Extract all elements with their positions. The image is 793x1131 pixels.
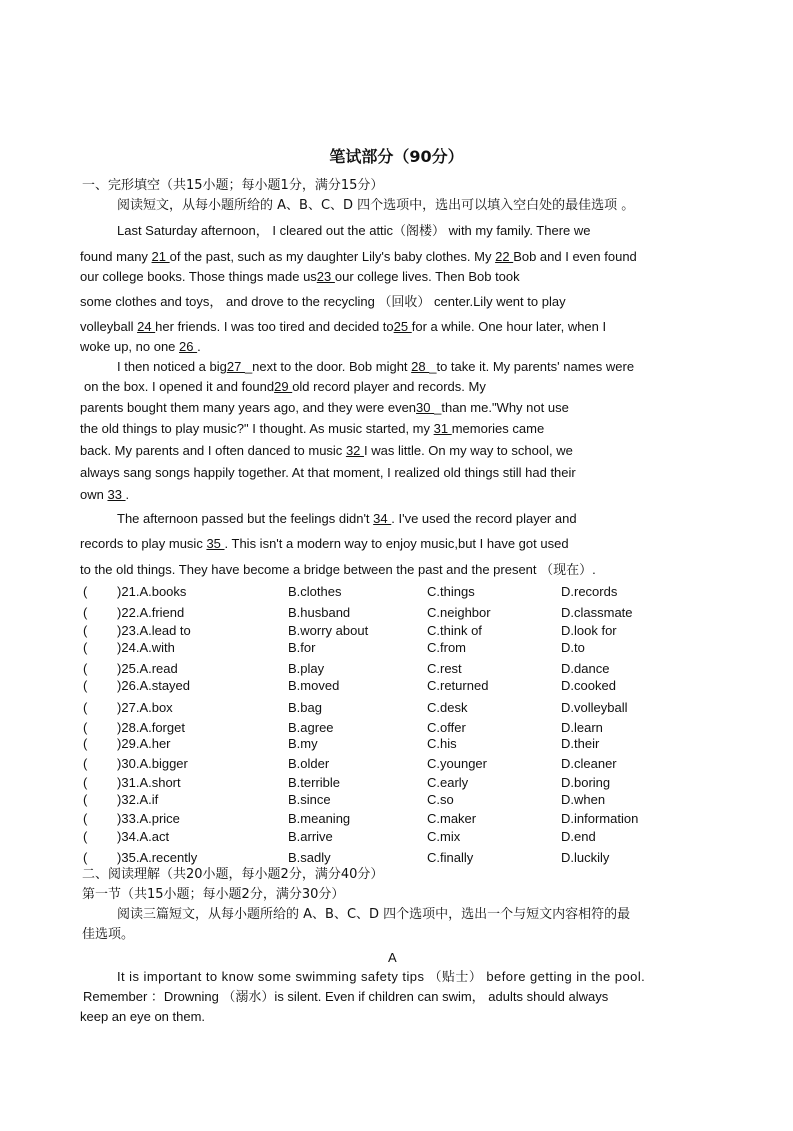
passage-line — [80, 442, 573, 459]
option-b: B.moved — [288, 678, 340, 693]
section2-instruction-cont: 佳选项。 — [82, 927, 135, 942]
answer-blank: ( — [83, 605, 88, 620]
option-d: D.boring — [561, 775, 611, 790]
option-c: C.neighbor — [427, 605, 491, 620]
option-b: B.husband — [288, 605, 351, 620]
option-a: A.books — [139, 584, 187, 599]
passage-text: of the past, such as my daughter Lily's baby clothes. My — [169, 249, 496, 264]
option-a: A.stayed — [139, 678, 191, 693]
option-b: B.my — [288, 736, 318, 751]
option-c: C.from — [427, 640, 466, 655]
option-b: B.meaning — [288, 811, 351, 826]
passage-line — [80, 268, 520, 285]
answer-blank: ( — [83, 700, 88, 715]
passage-text: . I've used the record player and — [391, 511, 577, 526]
question-number: )34.A.act — [117, 829, 170, 844]
passage-a-line: Remember ：Drowning （溺水）is silent. Even if children can swim， adults should always — [83, 989, 609, 1004]
passage-text: Bob and I even found — [513, 249, 637, 264]
option-d: D.classmate — [561, 605, 633, 620]
option-a: A.short — [139, 775, 181, 790]
question-number: )24.A.with — [117, 640, 175, 655]
blank: 30 — [416, 400, 435, 415]
blank: 26 — [179, 339, 198, 354]
option-a: A.recently — [139, 850, 198, 865]
option-d: D.dance — [561, 661, 610, 676]
passage-text: I then noticed a big — [117, 359, 227, 374]
option-c: C.returned — [427, 678, 489, 693]
passage-line — [80, 318, 606, 335]
blank: 31 — [433, 421, 452, 436]
option-d: D.their — [561, 736, 600, 751]
option-d: D.information — [561, 811, 639, 826]
option-b: B.older — [288, 756, 330, 771]
passage-text: records to play music — [80, 536, 207, 551]
question-number: )29.A.her — [117, 736, 171, 751]
blank: 33 — [107, 487, 126, 502]
passage-line — [80, 293, 566, 310]
passage-a-line: It is important to know some swimming safety tips （贴士） before getting in the pool. — [117, 969, 646, 984]
option-c: C.his — [427, 736, 457, 751]
blank: 24 — [137, 319, 156, 334]
answer-blank: ( — [83, 756, 88, 771]
blank: 35 — [206, 536, 225, 551]
option-c: C.so — [427, 792, 454, 807]
option-c: C.rest — [427, 661, 462, 676]
option-b: B.sadly — [288, 850, 331, 865]
question-number: )28.A.forget — [117, 720, 185, 735]
passage-text: some clothes and toys， and drove to the recycling （回收） center.Lily went to play — [80, 294, 566, 309]
blank: 22 — [495, 249, 514, 264]
passage-text: I was little. On my way to school, we — [364, 443, 573, 458]
passage-text: our college lives. Then Bob took — [334, 269, 520, 284]
blank: 21 — [151, 249, 170, 264]
answer-blank: ( — [83, 775, 88, 790]
section1-heading: 一、完形填空（共15小题；每小题1分，满分15分） — [82, 178, 384, 193]
passage-line — [117, 222, 591, 239]
passage-text: parents bought them many years ago, and they were even — [80, 400, 417, 415]
passage-line — [80, 486, 129, 503]
section2-subheading: 第一节（共15小题；每小题2分，满分30分） — [82, 887, 345, 902]
section2-heading: 二、阅读理解（共20小题，每小题2分，满分40分） — [82, 867, 384, 882]
answer-blank: ( — [83, 640, 88, 655]
section1-instruction: 阅读短文，从每小题所给的 A、B、C、D 四个选项中，选出可以填入空白处的最佳选项 。 — [117, 198, 635, 213]
answer-blank: ( — [83, 736, 88, 751]
answer-blank: ( — [83, 850, 88, 865]
option-c: C.maker — [427, 811, 477, 826]
passage-a-line: keep an eye on them. — [80, 1009, 206, 1024]
question-number: )25.A.read — [117, 661, 178, 676]
option-b: B.worry about — [288, 623, 369, 638]
question-number: )35.A.recently — [117, 850, 198, 865]
option-a: A.forget — [139, 720, 185, 735]
option-c: C.offer — [427, 720, 466, 735]
blank: 27 — [226, 359, 245, 374]
question-number: )27.A.box — [117, 700, 173, 715]
option-d: D.records — [561, 584, 618, 599]
question-number: )23.A.lead to — [117, 623, 191, 638]
option-a: A.act — [139, 829, 170, 844]
option-a: A.lead to — [139, 623, 191, 638]
option-d: D.learn — [561, 720, 603, 735]
passage-text: back. My parents and I often danced to music — [80, 443, 346, 458]
option-b: B.for — [288, 640, 316, 655]
passage-text: for a while. One hour later, when I — [411, 319, 607, 334]
question-number: )30.A.bigger — [117, 756, 188, 771]
blank: 23 — [316, 269, 335, 284]
option-b: B.play — [288, 661, 325, 676]
option-a: A.box — [139, 700, 173, 715]
passage-text: her friends. I was too tired and decided to — [155, 319, 394, 334]
passage-text: The afternoon passed but the feelings didn't — [117, 511, 374, 526]
passage-line — [80, 420, 544, 437]
blank: 29 — [274, 379, 293, 394]
option-b: B.clothes — [288, 584, 342, 599]
blank: 34 — [373, 511, 392, 526]
passage-text: Last Saturday afternoon， I cleared out the attic（阁楼） with my family. There we — [117, 223, 591, 238]
answer-blank: ( — [83, 792, 88, 807]
option-d: D.cooked — [561, 678, 616, 693]
passage-line — [84, 378, 486, 395]
passage-line — [80, 248, 637, 265]
question-number: )21.A.books — [117, 584, 187, 599]
answer-blank: ( — [83, 678, 88, 693]
option-a: A.bigger — [139, 756, 188, 771]
page-title: 笔试部分（90分） — [329, 147, 464, 166]
option-b: B.bag — [288, 700, 322, 715]
passage-text: on the box. I opened it and found — [84, 379, 275, 394]
option-a: A.price — [139, 811, 180, 826]
option-b: B.arrive — [288, 829, 333, 844]
option-a: A.friend — [139, 605, 185, 620]
answer-blank: ( — [83, 584, 88, 599]
passage-line — [80, 338, 201, 355]
passage-text: our college books. Those things made us — [80, 269, 317, 284]
passage-text: old record player and records. My — [292, 379, 486, 394]
option-c: C.younger — [427, 756, 487, 771]
option-a: A.if — [139, 792, 159, 807]
question-number: )32.A.if — [117, 792, 159, 807]
option-b: B.terrible — [288, 775, 341, 790]
answer-blank: ( — [83, 623, 88, 638]
passage-text: _to take it. My parents' names were — [429, 359, 635, 374]
option-c: C.think of — [427, 623, 482, 638]
passage-text: . — [197, 339, 201, 354]
passage-text: memories came — [451, 421, 545, 436]
option-d: D.luckily — [561, 850, 610, 865]
option-c: C.finally — [427, 850, 474, 865]
question-number: )33.A.price — [117, 811, 180, 826]
option-a: A.read — [139, 661, 178, 676]
option-a: A.with — [139, 640, 175, 655]
passage-text: woke up, no one — [80, 339, 180, 354]
answer-blank: ( — [83, 720, 88, 735]
passage-line — [80, 464, 576, 481]
passage-line — [117, 510, 577, 527]
passage-text: volleyball — [80, 319, 138, 334]
question-number: )31.A.short — [117, 775, 181, 790]
option-b: B.since — [288, 792, 331, 807]
question-number: )22.A.friend — [117, 605, 185, 620]
blank: 25 — [393, 319, 412, 334]
answer-blank: ( — [83, 661, 88, 676]
passage-line — [80, 399, 569, 416]
passage-text: . — [125, 487, 130, 502]
passage-text: found many — [80, 249, 152, 264]
blank: 32 — [345, 443, 365, 458]
passage-line — [80, 561, 596, 578]
passage-text: own — [80, 487, 108, 502]
option-a: A.her — [139, 736, 171, 751]
passage-text: always sang songs happily together. At that moment, I realized old things still had their — [80, 465, 576, 480]
passage-text: to the old things. They have become a bridge between the past and the present （现在）. — [80, 562, 596, 577]
passage-text: the old things to play music?" I thought. As music started, my — [80, 421, 434, 436]
section2-instruction: 阅读三篇短文，从每小题所给的 A、B、C、D 四个选项中，选出一个与短文内容相符的最 — [117, 907, 631, 922]
passage-text: _than me."Why not use — [434, 400, 569, 415]
passage-a-label: A — [388, 950, 397, 965]
option-c: C.mix — [427, 829, 461, 844]
option-d: D.end — [561, 829, 596, 844]
answer-blank: ( — [83, 829, 88, 844]
blank: 28 — [411, 359, 430, 374]
option-c: C.early — [427, 775, 469, 790]
option-d: D.to — [561, 640, 585, 655]
option-d: D.cleaner — [561, 756, 617, 771]
option-c: C.things — [427, 584, 475, 599]
passage-line — [80, 535, 569, 552]
passage-text: . This isn't a modern way to enjoy music,but I have got used — [224, 536, 569, 551]
option-b: B.agree — [288, 720, 334, 735]
question-number: )26.A.stayed — [117, 678, 191, 693]
passage-text: _next to the door. Bob might — [244, 359, 412, 374]
option-c: C.desk — [427, 700, 468, 715]
passage-line — [117, 358, 634, 375]
answer-blank: ( — [83, 811, 88, 826]
option-d: D.volleyball — [561, 700, 628, 715]
option-d: D.when — [561, 792, 606, 807]
option-d: D.look for — [561, 623, 617, 638]
